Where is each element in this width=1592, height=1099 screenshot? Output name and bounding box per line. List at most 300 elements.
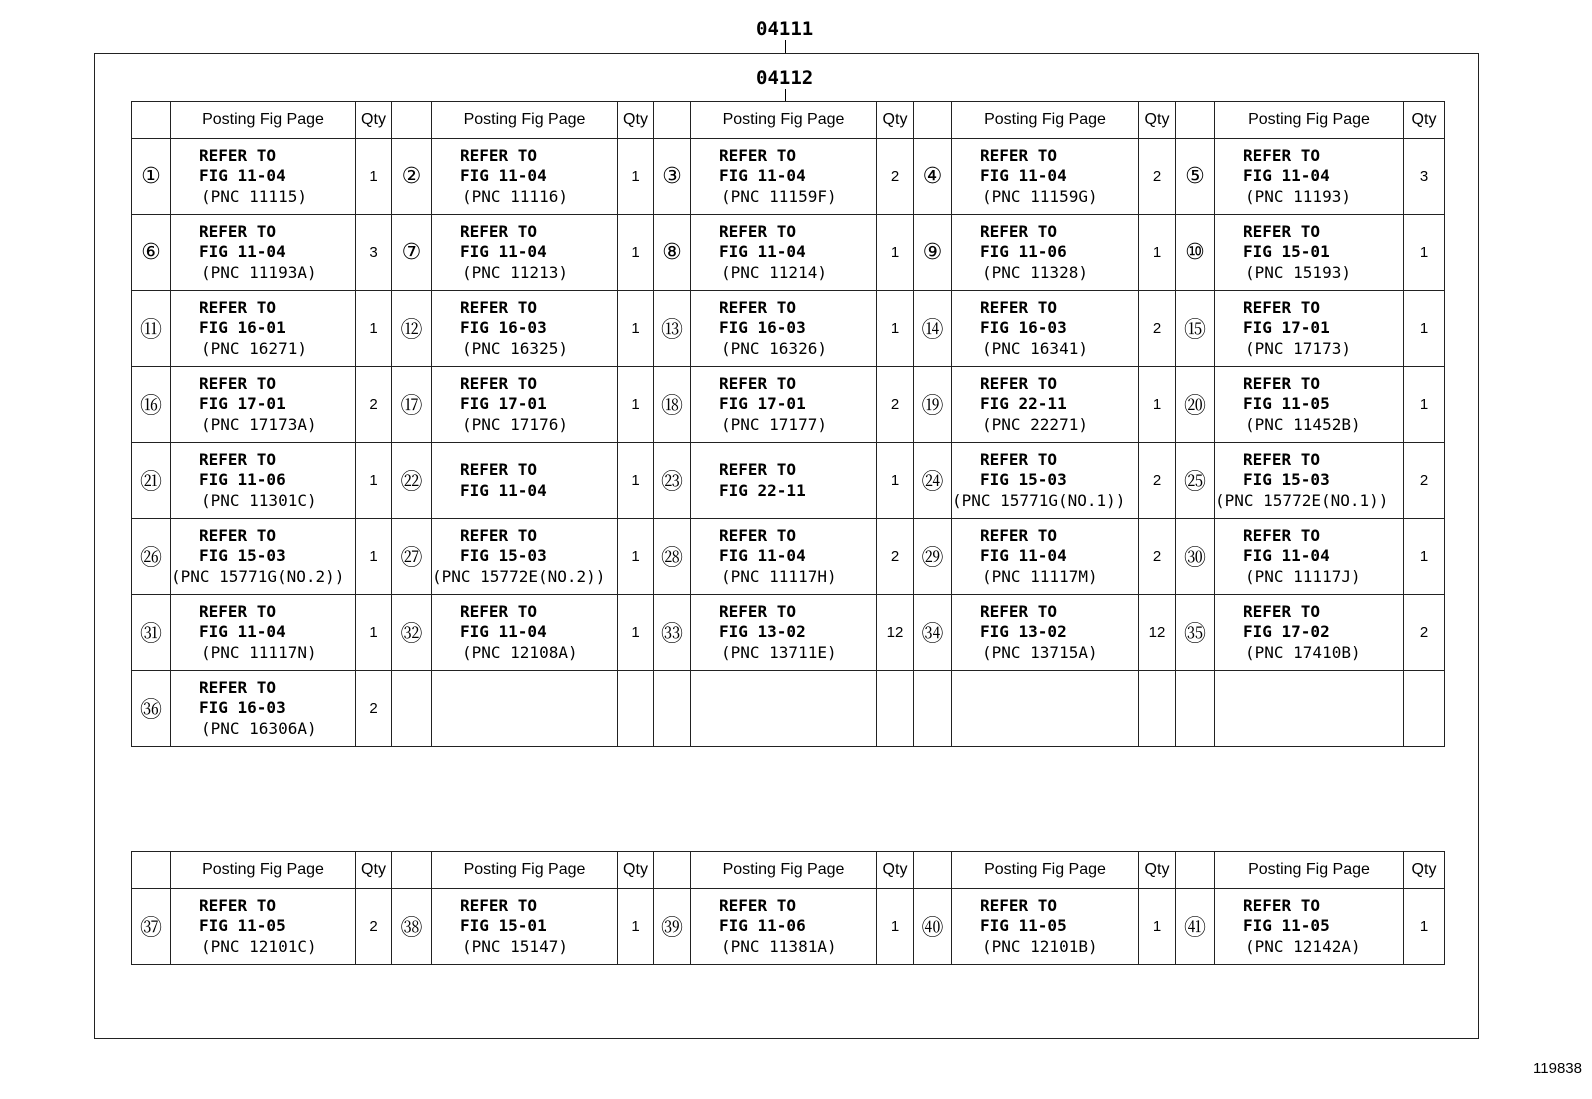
- header-qty: Qty: [356, 852, 392, 889]
- item-number: ㉞: [914, 595, 952, 671]
- refer-to-text: REFER TO: [980, 525, 1058, 545]
- fig-page-text: FIG 13-02: [719, 622, 806, 642]
- item-number: ⑤: [1176, 139, 1215, 215]
- fig-page-text: FIG 17-01: [1243, 318, 1330, 338]
- qty-value: 1: [877, 291, 914, 367]
- pnc-text: (PNC 11214): [721, 262, 827, 282]
- item-number: ㉒: [392, 443, 432, 519]
- pnc-text: (PNC 15771G(NO.2)): [171, 566, 345, 586]
- pnc-text: (PNC 15772E(NO.1)): [1215, 490, 1389, 510]
- header-blank: [392, 102, 432, 139]
- fig-page-text: FIG 13-02: [980, 622, 1067, 642]
- item-number: ②: [392, 139, 432, 215]
- item-number: ㊶: [1176, 889, 1215, 965]
- posting-reference: [171, 367, 356, 443]
- item-number: ⑬: [654, 291, 691, 367]
- fig-page-text: FIG 17-02: [1243, 622, 1330, 642]
- header-qty: Qty: [1139, 852, 1176, 889]
- posting-reference: [171, 671, 356, 747]
- fig-page-text: FIG 11-04: [719, 242, 806, 262]
- refer-to-text: REFER TO: [719, 525, 797, 545]
- document-id: 119838: [1533, 1060, 1582, 1077]
- pnc-text: (PNC 16271): [201, 338, 307, 358]
- item-number: ㉟: [1176, 595, 1215, 671]
- item-number: ⑫: [392, 291, 432, 367]
- table-row: [132, 889, 1445, 965]
- qty-value: [1404, 671, 1445, 747]
- posting-reference: [952, 671, 1139, 747]
- qty-value: 3: [356, 215, 392, 291]
- header-qty: Qty: [618, 102, 654, 139]
- pnc-text: (PNC 16325): [462, 338, 568, 358]
- fig-page-text: FIG 11-04: [719, 546, 806, 566]
- refer-to-text: REFER TO: [1243, 297, 1321, 317]
- table-row: [132, 519, 1445, 595]
- item-number: ㊳: [392, 889, 432, 965]
- header-blank: [654, 852, 691, 889]
- pnc-text: (PNC 17177): [721, 414, 827, 434]
- posting-reference: [691, 291, 877, 367]
- pnc-text: (PNC 12108A): [462, 642, 578, 662]
- refer-to-text: REFER TO: [460, 373, 538, 393]
- pnc-text: (PNC 13711E): [721, 642, 837, 662]
- qty-value: 1: [618, 215, 654, 291]
- qty-value: 1: [618, 595, 654, 671]
- refer-to-text: REFER TO: [199, 525, 277, 545]
- qty-value: 1: [877, 443, 914, 519]
- pnc-text: (PNC 16306A): [201, 718, 317, 738]
- parts-reference-table-main: [131, 101, 1445, 747]
- pnc-text: (PNC 15193): [1245, 262, 1351, 282]
- refer-to-text: REFER TO: [460, 221, 538, 241]
- header-posting-fig-page: Posting Fig Page: [1215, 852, 1404, 889]
- item-number: ㉜: [392, 595, 432, 671]
- pnc-text: (PNC 15772E(NO.2)): [432, 566, 606, 586]
- pnc-text: (PNC 11116): [462, 186, 568, 206]
- posting-reference: [432, 215, 618, 291]
- qty-value: 1: [1404, 291, 1445, 367]
- posting-reference: [952, 889, 1139, 965]
- header-qty: Qty: [1139, 102, 1176, 139]
- fig-page-text: FIG 16-03: [980, 318, 1067, 338]
- table-row: [132, 215, 1445, 291]
- outer-group-leader: [785, 40, 786, 53]
- pnc-text: (PNC 11213): [462, 262, 568, 282]
- refer-to-text: REFER TO: [719, 297, 797, 317]
- item-number: ⑯: [132, 367, 171, 443]
- fig-page-text: FIG 11-04: [719, 166, 806, 186]
- table-row: [132, 443, 1445, 519]
- refer-to-text: REFER TO: [199, 601, 277, 621]
- refer-to-text: REFER TO: [980, 145, 1058, 165]
- fig-page-text: FIG 15-03: [980, 470, 1067, 490]
- refer-to-text: REFER TO: [980, 373, 1058, 393]
- header-qty: Qty: [618, 852, 654, 889]
- item-number: ㉔: [914, 443, 952, 519]
- header-posting-fig-page: Posting Fig Page: [691, 102, 877, 139]
- fig-page-text: FIG 11-04: [460, 166, 547, 186]
- refer-to-text: REFER TO: [460, 460, 538, 479]
- posting-reference: [1215, 519, 1404, 595]
- item-number: ㉘: [654, 519, 691, 595]
- refer-to-text: REFER TO: [199, 449, 277, 469]
- fig-page-text: FIG 11-04: [460, 622, 547, 642]
- posting-reference: [1215, 595, 1404, 671]
- outer-group-label: 04111: [756, 18, 814, 40]
- refer-to-text: REFER TO: [460, 145, 538, 165]
- header-qty: Qty: [356, 102, 392, 139]
- header-blank: [132, 852, 171, 889]
- inner-group-label: 04112: [756, 67, 814, 89]
- header-blank: [1176, 852, 1215, 889]
- header-posting-fig-page: Posting Fig Page: [691, 852, 877, 889]
- item-number: ㉖: [132, 519, 171, 595]
- fig-page-text: FIG 15-03: [1243, 470, 1330, 490]
- posting-reference: [171, 139, 356, 215]
- pnc-text: (PNC 11117N): [201, 642, 317, 662]
- table-row: [132, 291, 1445, 367]
- posting-reference: [432, 595, 618, 671]
- inner-group-leader: [785, 89, 786, 101]
- header-posting-fig-page: Posting Fig Page: [432, 852, 618, 889]
- posting-reference: [171, 291, 356, 367]
- pnc-text: (PNC 11381A): [721, 936, 837, 956]
- qty-value: 1: [618, 139, 654, 215]
- pnc-text: (PNC 11117J): [1245, 566, 1361, 586]
- fig-page-text: FIG 22-11: [719, 480, 806, 500]
- item-number: ㉙: [914, 519, 952, 595]
- header-blank: [392, 852, 432, 889]
- posting-reference: [952, 139, 1139, 215]
- posting-reference: [691, 671, 877, 747]
- table-row: [132, 595, 1445, 671]
- posting-reference: [952, 443, 1139, 519]
- fig-page-text: FIG 11-04: [199, 242, 286, 262]
- refer-to-text: REFER TO: [199, 677, 277, 697]
- item-number: ㊴: [654, 889, 691, 965]
- posting-reference: [171, 889, 356, 965]
- header-posting-fig-page: Posting Fig Page: [171, 102, 356, 139]
- posting-reference: [952, 291, 1139, 367]
- item-number: ⑮: [1176, 291, 1215, 367]
- fig-page-text: FIG 17-01: [719, 394, 806, 414]
- refer-to-text: REFER TO: [460, 895, 538, 915]
- posting-reference: [1215, 671, 1404, 747]
- fig-page-text: FIG 17-01: [460, 394, 547, 414]
- posting-reference: [171, 595, 356, 671]
- item-number: ④: [914, 139, 952, 215]
- refer-to-text: REFER TO: [980, 449, 1058, 469]
- fig-page-text: FIG 17-01: [199, 394, 286, 414]
- pnc-text: (PNC 13715A): [982, 642, 1098, 662]
- item-number: [654, 671, 691, 747]
- fig-page-text: FIG 15-03: [460, 546, 547, 566]
- qty-value: 2: [1139, 519, 1176, 595]
- pnc-text: (PNC 11328): [982, 262, 1088, 282]
- item-number: ㊲: [132, 889, 171, 965]
- posting-reference: [171, 443, 356, 519]
- refer-to-text: REFER TO: [199, 373, 277, 393]
- posting-reference: [952, 595, 1139, 671]
- posting-reference: [691, 595, 877, 671]
- item-number: ⑧: [654, 215, 691, 291]
- item-number: ⑪: [132, 291, 171, 367]
- header-qty: Qty: [1404, 852, 1445, 889]
- posting-reference: [691, 367, 877, 443]
- pnc-text: (PNC 22271): [982, 414, 1088, 434]
- fig-page-text: FIG 11-06: [199, 470, 286, 490]
- posting-reference: [691, 215, 877, 291]
- table-row: [132, 139, 1445, 215]
- posting-reference: [691, 519, 877, 595]
- item-number: [392, 671, 432, 747]
- qty-value: 1: [1404, 367, 1445, 443]
- item-number: ㉗: [392, 519, 432, 595]
- pnc-text: (PNC 17176): [462, 414, 568, 434]
- fig-page-text: FIG 11-04: [1243, 546, 1330, 566]
- pnc-text: (PNC 17173): [1245, 338, 1351, 358]
- qty-value: 2: [877, 367, 914, 443]
- refer-to-text: REFER TO: [199, 297, 277, 317]
- header-row: [132, 852, 1445, 889]
- item-number: ⑥: [132, 215, 171, 291]
- item-number: ㉑: [132, 443, 171, 519]
- posting-reference: [691, 139, 877, 215]
- item-number: ㊵: [914, 889, 952, 965]
- pnc-text: (PNC 12101B): [982, 936, 1098, 956]
- item-number: ㉕: [1176, 443, 1215, 519]
- fig-page-text: FIG 11-04: [1243, 166, 1330, 186]
- fig-page-text: FIG 11-04: [199, 622, 286, 642]
- pnc-text: (PNC 11193): [1245, 186, 1351, 206]
- qty-value: 1: [1139, 889, 1176, 965]
- pnc-text: (PNC 17173A): [201, 414, 317, 434]
- posting-reference: [432, 519, 618, 595]
- qty-value: 12: [877, 595, 914, 671]
- posting-reference: [432, 139, 618, 215]
- fig-page-text: FIG 11-04: [199, 166, 286, 186]
- item-number: ⑲: [914, 367, 952, 443]
- qty-value: 2: [1139, 291, 1176, 367]
- posting-reference: [432, 671, 618, 747]
- refer-to-text: REFER TO: [719, 145, 797, 165]
- qty-value: 1: [1139, 367, 1176, 443]
- fig-page-text: FIG 11-04: [460, 480, 547, 500]
- posting-reference: [1215, 367, 1404, 443]
- pnc-text: (PNC 16341): [982, 338, 1088, 358]
- refer-to-text: REFER TO: [719, 601, 797, 621]
- qty-value: 1: [1139, 215, 1176, 291]
- pnc-text: (PNC 17410B): [1245, 642, 1361, 662]
- refer-to-text: REFER TO: [1243, 449, 1321, 469]
- posting-reference: [952, 519, 1139, 595]
- qty-value: 2: [877, 139, 914, 215]
- item-number: ㉚: [1176, 519, 1215, 595]
- header-posting-fig-page: Posting Fig Page: [171, 852, 356, 889]
- refer-to-text: REFER TO: [1243, 145, 1321, 165]
- header-row: [132, 102, 1445, 139]
- fig-page-text: FIG 16-03: [460, 318, 547, 338]
- pnc-text: (PNC 11115): [201, 186, 307, 206]
- pnc-text: (PNC 11117M): [982, 566, 1098, 586]
- item-number: ⑭: [914, 291, 952, 367]
- qty-value: 2: [356, 889, 392, 965]
- qty-value: 2: [877, 519, 914, 595]
- header-posting-fig-page: Posting Fig Page: [1215, 102, 1404, 139]
- fig-page-text: FIG 11-06: [719, 916, 806, 936]
- qty-value: [618, 671, 654, 747]
- qty-value: 3: [1404, 139, 1445, 215]
- posting-reference: [691, 443, 877, 519]
- header-posting-fig-page: Posting Fig Page: [952, 852, 1139, 889]
- qty-value: 1: [618, 367, 654, 443]
- qty-value: 1: [618, 889, 654, 965]
- qty-value: 12: [1139, 595, 1176, 671]
- qty-value: 1: [356, 519, 392, 595]
- fig-page-text: FIG 11-04: [980, 546, 1067, 566]
- pnc-text: (PNC 11159G): [982, 186, 1098, 206]
- item-number: ㊱: [132, 671, 171, 747]
- fig-page-text: FIG 22-11: [980, 394, 1067, 414]
- pnc-text: (PNC 11117H): [721, 566, 837, 586]
- pnc-text: (PNC 15147): [462, 936, 568, 956]
- header-posting-fig-page: Posting Fig Page: [432, 102, 618, 139]
- qty-value: 1: [356, 443, 392, 519]
- qty-value: [877, 671, 914, 747]
- refer-to-text: REFER TO: [719, 895, 797, 915]
- refer-to-text: REFER TO: [719, 460, 797, 479]
- posting-reference: [171, 519, 356, 595]
- header-blank: [132, 102, 171, 139]
- fig-page-text: FIG 16-03: [719, 318, 806, 338]
- item-number: ⑱: [654, 367, 691, 443]
- item-number: ①: [132, 139, 171, 215]
- refer-to-text: REFER TO: [980, 297, 1058, 317]
- fig-page-text: FIG 11-06: [980, 242, 1067, 262]
- header-qty: Qty: [877, 852, 914, 889]
- qty-value: 1: [618, 519, 654, 595]
- qty-value: 1: [1404, 889, 1445, 965]
- item-number: ⑨: [914, 215, 952, 291]
- posting-reference: [432, 367, 618, 443]
- header-blank: [914, 852, 952, 889]
- header-blank: [654, 102, 691, 139]
- posting-reference: [432, 291, 618, 367]
- refer-to-text: REFER TO: [199, 221, 277, 241]
- pnc-text: (PNC 11159F): [721, 186, 837, 206]
- refer-to-text: REFER TO: [1243, 373, 1321, 393]
- qty-value: 2: [1139, 139, 1176, 215]
- pnc-text: (PNC 11452B): [1245, 414, 1361, 434]
- fig-page-text: FIG 16-03: [199, 698, 286, 718]
- qty-value: 1: [877, 889, 914, 965]
- posting-reference: [1215, 443, 1404, 519]
- item-number: ㉓: [654, 443, 691, 519]
- refer-to-text: REFER TO: [719, 221, 797, 241]
- qty-value: 2: [356, 671, 392, 747]
- fig-page-text: FIG 11-05: [980, 916, 1067, 936]
- qty-value: 2: [356, 367, 392, 443]
- refer-to-text: REFER TO: [719, 373, 797, 393]
- table-row: [132, 367, 1445, 443]
- parts-reference-table-secondary: [131, 851, 1445, 965]
- header-blank: [1176, 102, 1215, 139]
- refer-to-text: REFER TO: [1243, 221, 1321, 241]
- refer-to-text: REFER TO: [460, 297, 538, 317]
- header-posting-fig-page: Posting Fig Page: [952, 102, 1139, 139]
- refer-to-text: REFER TO: [1243, 601, 1321, 621]
- pnc-text: (PNC 11193A): [201, 262, 317, 282]
- qty-value: 2: [1404, 595, 1445, 671]
- qty-value: 1: [877, 215, 914, 291]
- fig-page-text: FIG 15-01: [1243, 242, 1330, 262]
- fig-page-text: FIG 11-05: [1243, 394, 1330, 414]
- header-blank: [914, 102, 952, 139]
- posting-reference: [1215, 215, 1404, 291]
- posting-reference: [952, 215, 1139, 291]
- item-number: ㉛: [132, 595, 171, 671]
- posting-reference: [171, 215, 356, 291]
- fig-page-text: FIG 11-05: [199, 916, 286, 936]
- qty-value: 2: [1404, 443, 1445, 519]
- refer-to-text: REFER TO: [980, 221, 1058, 241]
- posting-reference: [691, 889, 877, 965]
- item-number: ⑩: [1176, 215, 1215, 291]
- qty-value: [1139, 671, 1176, 747]
- header-qty: Qty: [1404, 102, 1445, 139]
- item-number: ㉝: [654, 595, 691, 671]
- qty-value: 2: [1139, 443, 1176, 519]
- item-number: ③: [654, 139, 691, 215]
- refer-to-text: REFER TO: [1243, 525, 1321, 545]
- fig-page-text: FIG 15-01: [460, 916, 547, 936]
- refer-to-text: REFER TO: [199, 145, 277, 165]
- qty-value: 1: [1404, 215, 1445, 291]
- fig-page-text: FIG 11-05: [1243, 916, 1330, 936]
- posting-reference: [1215, 889, 1404, 965]
- posting-reference: [432, 889, 618, 965]
- qty-value: 1: [1404, 519, 1445, 595]
- header-qty: Qty: [877, 102, 914, 139]
- pnc-text: (PNC 12101C): [201, 936, 317, 956]
- qty-value: 1: [356, 595, 392, 671]
- fig-page-text: FIG 11-04: [980, 166, 1067, 186]
- fig-page-text: FIG 16-01: [199, 318, 286, 338]
- refer-to-text: REFER TO: [980, 895, 1058, 915]
- fig-page-text: FIG 11-04: [460, 242, 547, 262]
- refer-to-text: REFER TO: [980, 601, 1058, 621]
- pnc-text: (PNC 11301C): [201, 490, 317, 510]
- posting-reference: [1215, 291, 1404, 367]
- refer-to-text: REFER TO: [460, 525, 538, 545]
- item-number: ⑳: [1176, 367, 1215, 443]
- item-number: ⑦: [392, 215, 432, 291]
- refer-to-text: REFER TO: [460, 601, 538, 621]
- pnc-text: (PNC 12142A): [1245, 936, 1361, 956]
- qty-value: 1: [356, 139, 392, 215]
- pnc-text: (PNC 15771G(NO.1)): [952, 490, 1126, 510]
- fig-page-text: FIG 15-03: [199, 546, 286, 566]
- posting-reference: [432, 443, 618, 519]
- qty-value: 1: [356, 291, 392, 367]
- item-number: ⑰: [392, 367, 432, 443]
- refer-to-text: REFER TO: [199, 895, 277, 915]
- pnc-text: (PNC 16326): [721, 338, 827, 358]
- item-number: [1176, 671, 1215, 747]
- qty-value: 1: [618, 443, 654, 519]
- posting-reference: [1215, 139, 1404, 215]
- qty-value: 1: [618, 291, 654, 367]
